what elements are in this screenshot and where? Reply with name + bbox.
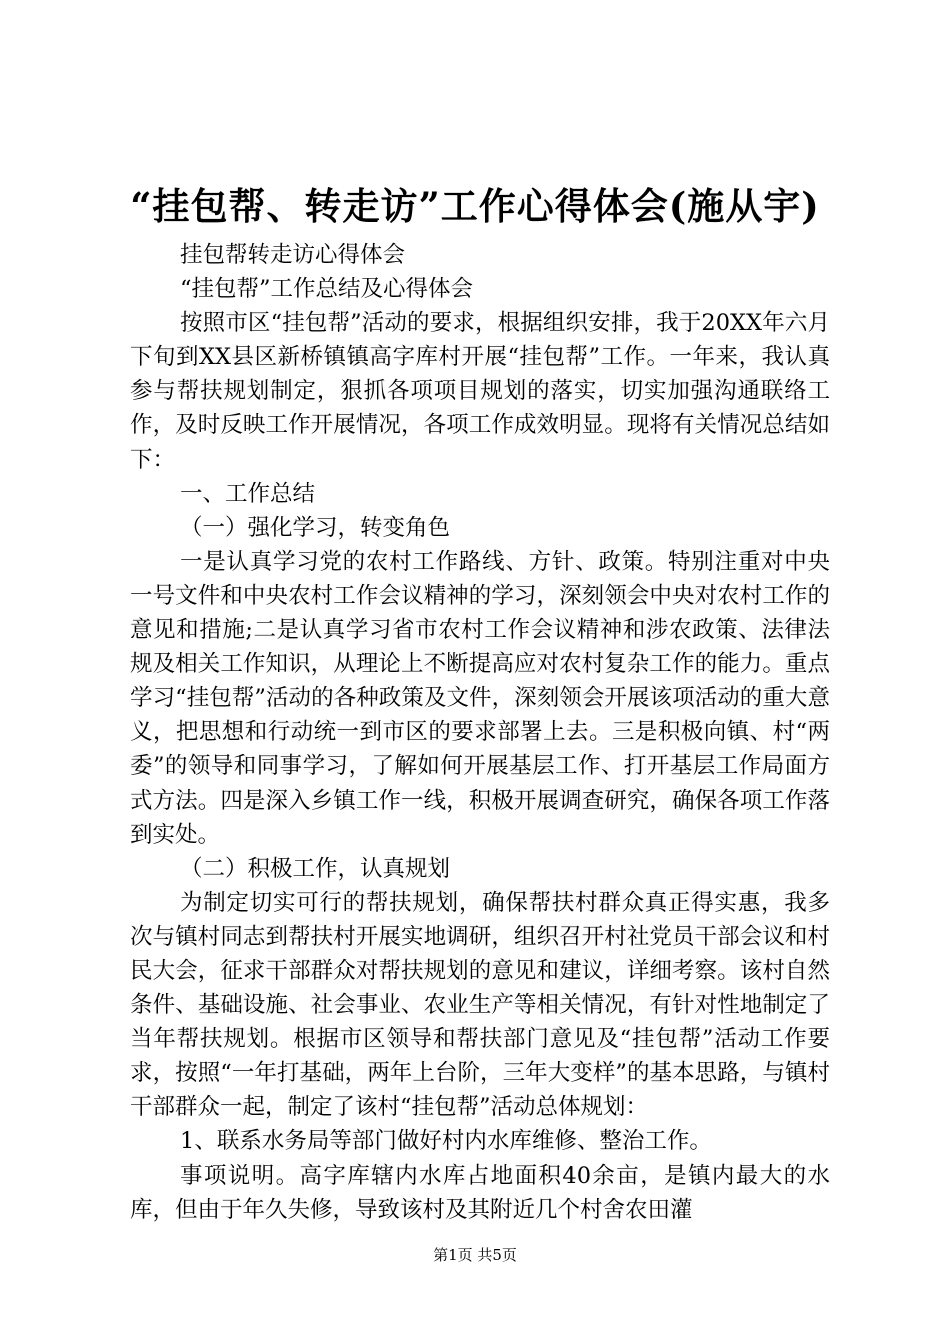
body-paragraph: 按照市区“挂包帮”活动的要求，根据组织安排，我于20XX年六月下旬到XX县区新桥镇镇高字库村开展“挂包帮”工作。一年来，我认真参与帮扶规划制定，狠抓各项项目规划的落实，切实加强沟通联络工作，及时反映工作开展情况，各项工作成效明显。现将有关情况总结如下： [130, 310, 830, 473]
subtitle-line: 挂包帮转走访心得体会 [180, 242, 406, 268]
body-paragraph: 事项说明。高字库辖内水库占地面积40余亩，是镇内最大的水库，但由于年久失修，导致该村及其附近几个村舍农田灌 [130, 1162, 830, 1223]
section-heading: 一、工作总结 [180, 480, 316, 507]
document-body [130, 238, 830, 1227]
list-item: 1、联系水务局等部门做好村内水库维修、整治工作。 [180, 1128, 712, 1155]
subsection-heading: （二）积极工作，认真规划 [180, 855, 451, 882]
body-paragraph: 一是认真学习党的农村工作路线、方针、政策。特别注重对中央一号文件和中央农村工作会议精神的学习，深刻领会中央对农村工作的意见和措施;二是认真学习省市农村工作会议精神和涉农政策、法律法规及相关工作知识，从理论上不断提高应对农村复杂工作的能力。重点学习“挂包帮”活动的各种政策及文件，深刻领会开展该项活动的重大意义，把思想和行动统一到市区的要求部署上去。三是积极向镇、村“两委”的领导和同事学习，了解如何开展基层工作、打开基层工作局面方式方法。四是深入乡镇工作一线，积极开展调查研究，确保各项工作落到实处。 [130, 548, 830, 848]
subtitle-line: “挂包帮”工作总结及心得体会 [180, 276, 474, 303]
subsection-heading: （一）强化学习，转变角色 [180, 514, 451, 541]
document-title: “挂包帮、转走访”工作心得体会(施从宇) [130, 184, 820, 228]
page-footer: 第1页 共5页 [433, 1246, 517, 1264]
body-paragraph: 为制定切实可行的帮扶规划，确保帮扶村群众真正得实惠，我多次与镇村同志到帮扶村开展实地调研，组织召开村社党员干部会议和村民大会，征求干部群众对帮扶规划的意见和建议，详细考察。该村自然条件、基础设施、社会事业、农业生产等相关情况，有针对性地制定了当年帮扶规划。根据市区领导和帮扶部门意见及“挂包帮”活动工作要求，按照“一年打基础，两年上台阶，三年大变样”的基本思路，与镇村干部群众一起，制定了该村“挂包帮”活动总体规划： [130, 889, 830, 1121]
